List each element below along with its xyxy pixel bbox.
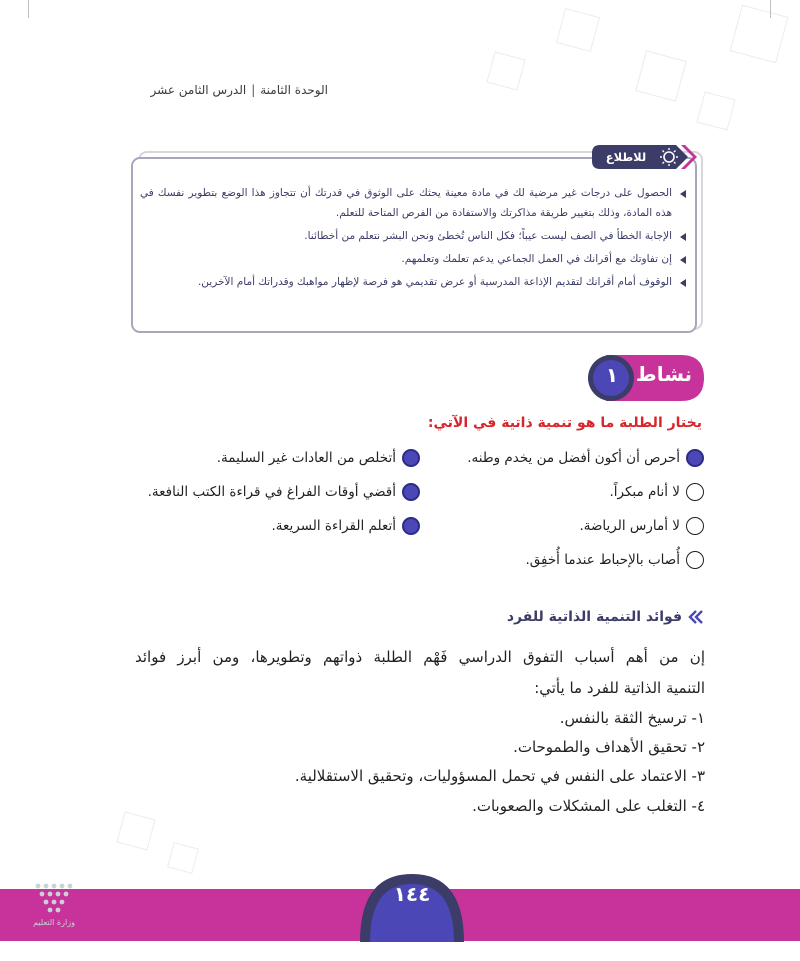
info-item: الحصول على درجات غير مرضية لك في مادة معينة يحثك على الوثوق في قدرتك أن تتجاوز هذا الوضع بتطوير نفسك في هذه المادة، وذلك بتغيير طريقة مذاكرتك والاستفادة من الفرص المتاحة للتعلم. <box>140 183 688 223</box>
page-number-badge <box>360 868 464 946</box>
option-radio-selected[interactable] <box>402 517 420 535</box>
decorative-square <box>556 8 600 52</box>
option-item[interactable]: لا أمارس الرياضة. <box>579 517 704 535</box>
question: يختار الطلبة ما هو تنمية ذاتية في الآتي: <box>427 415 702 431</box>
bullet-icon <box>680 256 686 264</box>
option-item[interactable]: أقضي أوقات الفراغ في قراءة الكتب النافعة. <box>148 483 420 501</box>
decorative-square <box>696 91 735 130</box>
decorative-square <box>116 811 155 850</box>
info-list <box>140 183 688 295</box>
option-radio[interactable] <box>686 551 704 569</box>
header-separator: | <box>251 83 256 97</box>
activity-number: ١ <box>605 363 619 387</box>
option-item[interactable]: أتخلص من العادات غير السليمة. <box>217 449 420 467</box>
page-number: ١٤٤ <box>393 882 431 906</box>
option-radio-selected[interactable] <box>402 483 420 501</box>
benefit-item: ٤- التغلب على المشكلات والصعوبات. <box>472 797 705 815</box>
section-intro: التنمية الذاتية للفرد ما يأتي: <box>534 679 705 697</box>
benefit-item: ٢- تحقيق الأهداف والطموحات. <box>513 738 705 756</box>
option-radio[interactable] <box>686 483 704 501</box>
option-radio-selected[interactable] <box>402 449 420 467</box>
info-item: الإجابة الخطأ في الصف ليست عيباً؛ فكل الناس تُخطئ ونحن البشر نتعلم من أخطائنا. <box>140 226 688 246</box>
bullet-icon <box>680 233 686 241</box>
bullet-icon <box>680 190 686 198</box>
section-heading: فوائد التنمية الذاتية للفرد <box>507 609 704 625</box>
option-item[interactable]: أتعلم القراءة السريعة. <box>271 517 420 535</box>
benefit-item: ١- ترسيخ الثقة بالنفس. <box>559 709 705 727</box>
option-item[interactable]: لا أنام مبكراً. <box>609 483 704 501</box>
unit-title: الوحدة الثامنة <box>260 83 328 97</box>
option-radio[interactable] <box>686 517 704 535</box>
crop-mark <box>28 0 29 18</box>
option-radio-selected[interactable] <box>686 449 704 467</box>
lesson-title: الدرس الثامن عشر <box>150 83 247 97</box>
section-intro: إن من أهم أسباب التفوق الدراسي فَهْم الطلبة ذواتهم وتطويرها، ومن أبرز فوائد <box>135 648 705 666</box>
decorative-square <box>730 5 789 64</box>
decorative-square <box>486 51 525 90</box>
option-item[interactable]: أُصاب بالإحباط عندما أُخفِق. <box>525 551 704 569</box>
page-header <box>151 83 329 97</box>
info-tag-label: للاطلاع <box>605 150 647 164</box>
benefit-item: ٣- الاعتماد على النفس في تحمل المسؤوليات، وتحقيق الاستقلالية. <box>294 767 705 785</box>
info-item: الوقوف أمام أقرانك لتقديم الإذاعة المدرسية أو عرض تقديمي هو فرصة لإظهار مواهبك وقدراتك أمام الآخرين. <box>140 272 688 292</box>
decorative-square <box>167 842 199 874</box>
double-chevron-icon <box>688 609 704 625</box>
activity-label: نشاط <box>635 362 693 386</box>
idea-icon <box>658 146 680 168</box>
ministry-logo-icon <box>20 878 88 918</box>
bullet-icon <box>680 279 686 287</box>
crop-mark <box>770 0 771 18</box>
info-item: إن تفاوتك مع أقرانك في العمل الجماعي يدعم تعلمك وتعلمهم. <box>140 249 688 269</box>
ministry-name: وزارة التعليم <box>33 918 75 927</box>
option-item[interactable]: أحرص أن أكون أفضل من يخدم وطنه. <box>467 449 704 467</box>
decorative-square <box>635 50 686 101</box>
